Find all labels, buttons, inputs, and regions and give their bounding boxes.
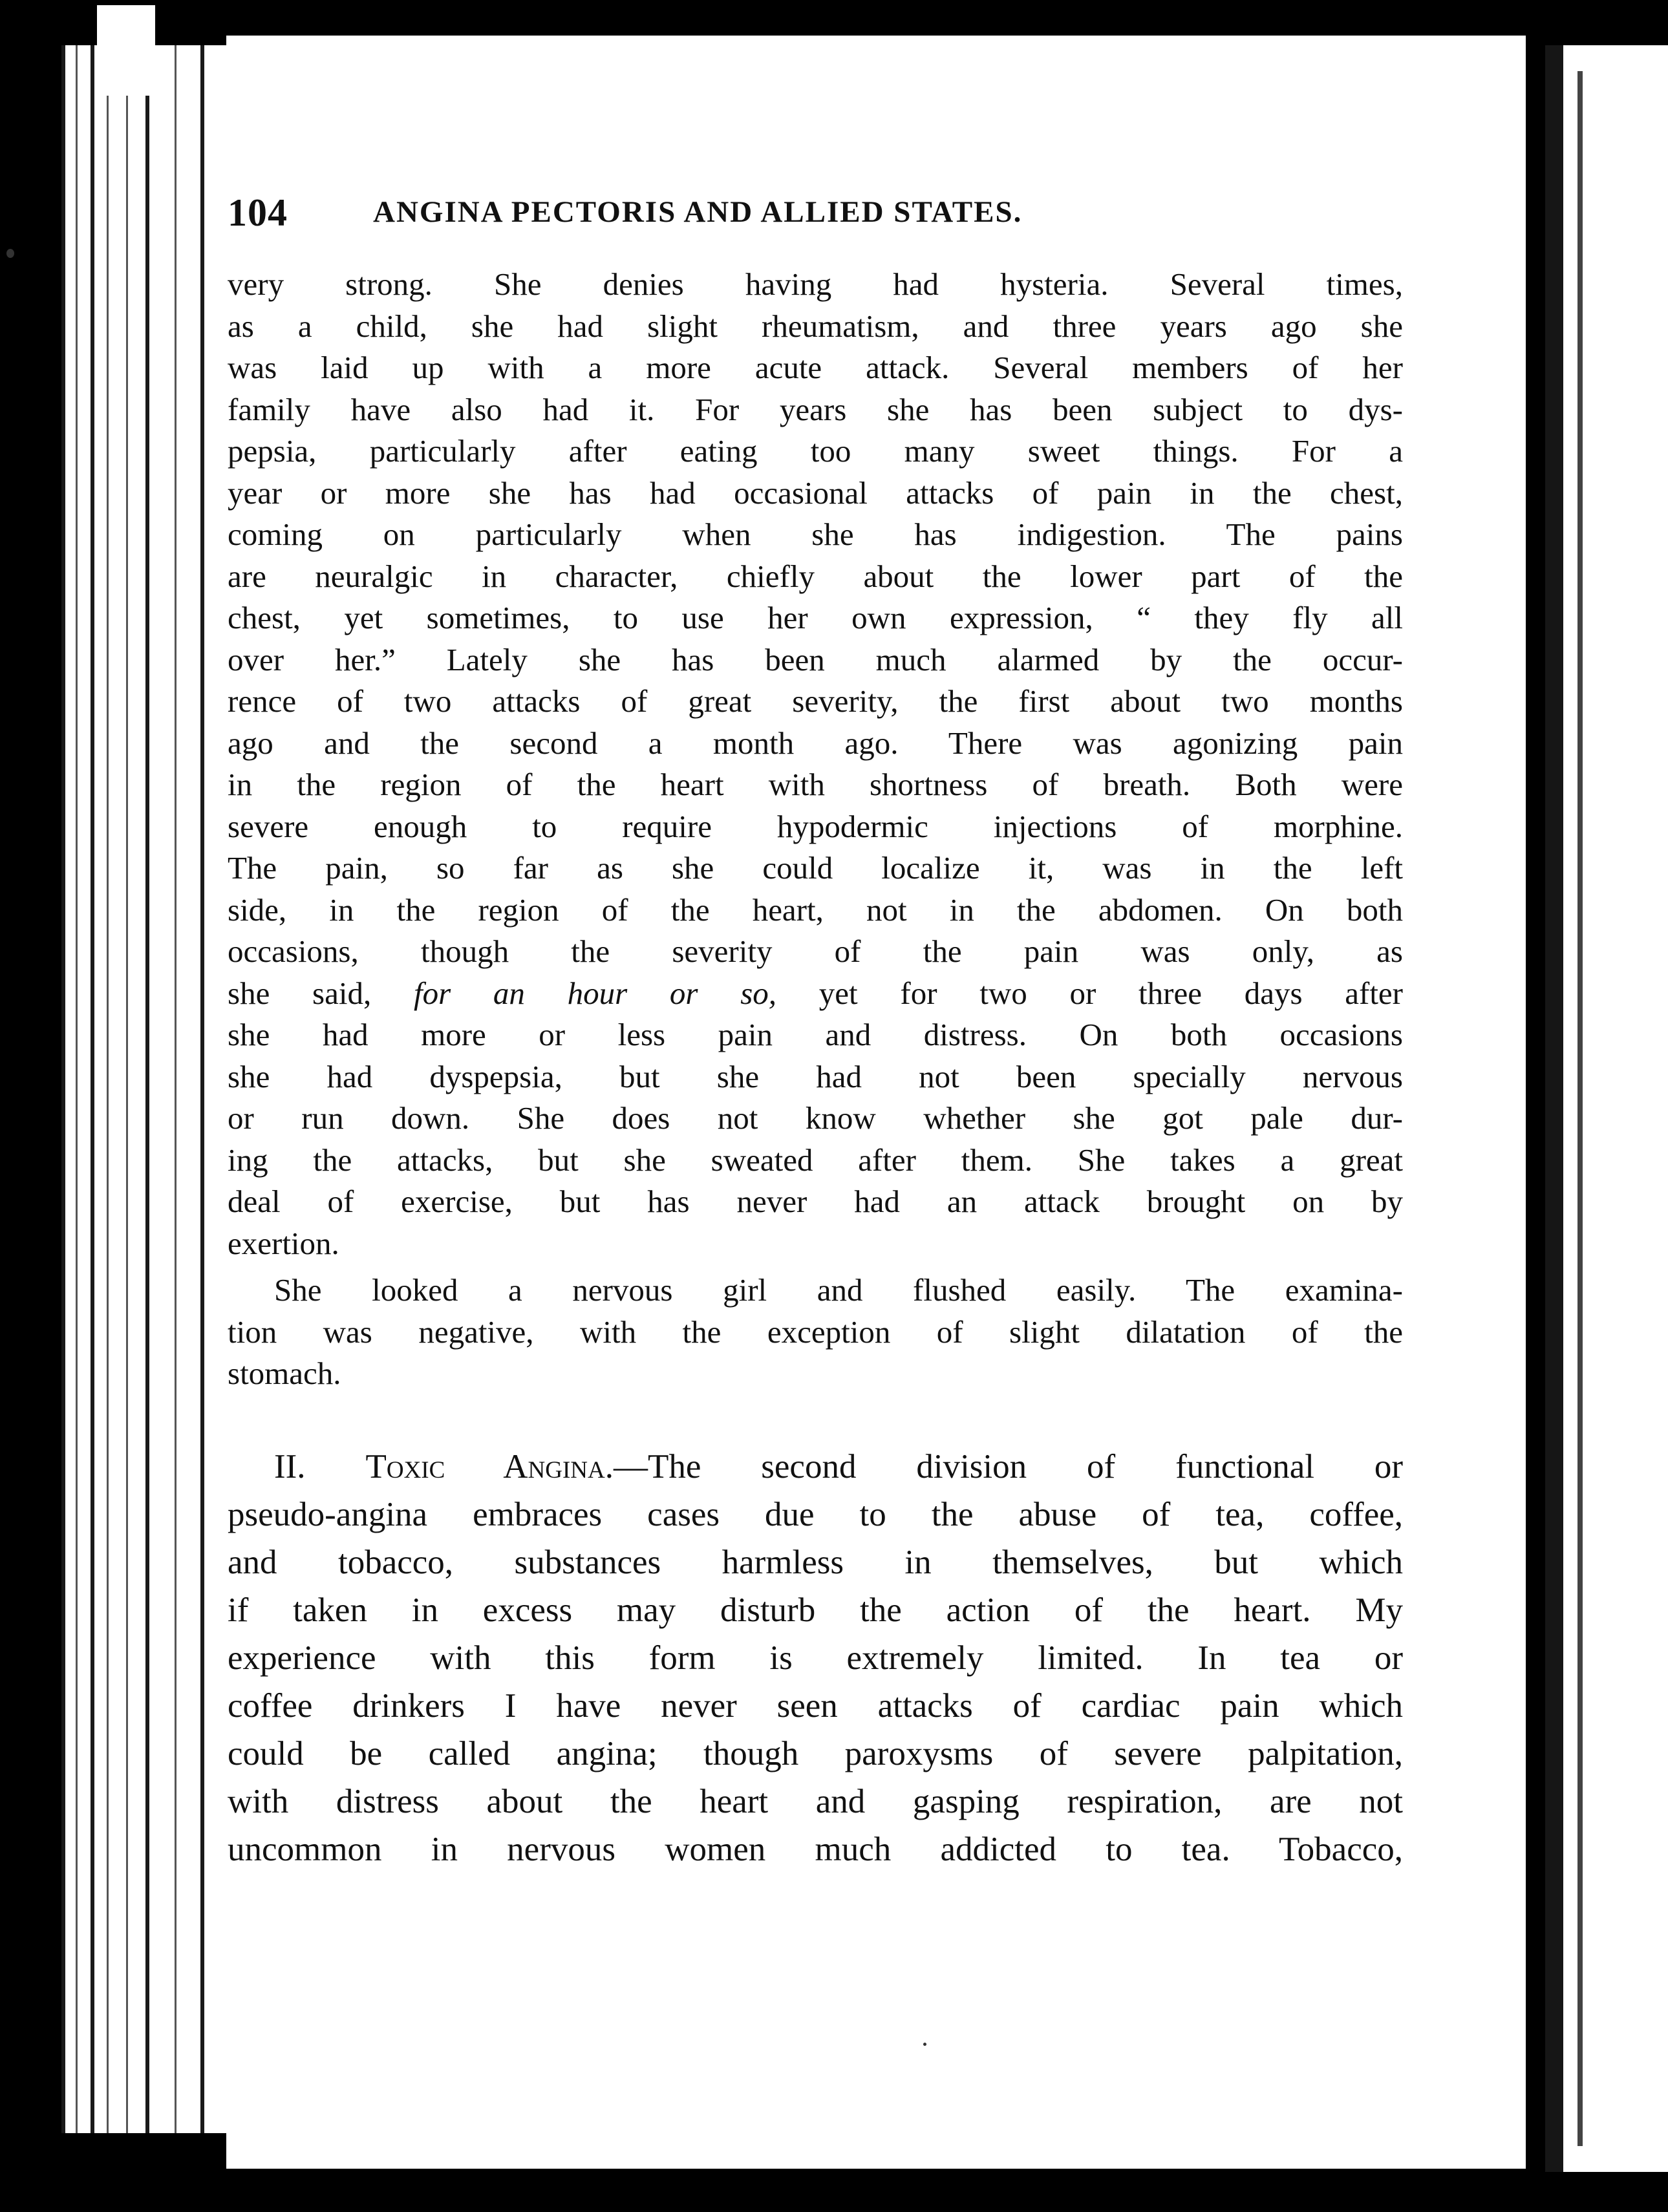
text-line: with distress about the heart and gasping respiration, are not bbox=[228, 1783, 1403, 1820]
text-run: she said, bbox=[228, 975, 414, 1011]
text-line: stomach. bbox=[228, 1356, 341, 1391]
text-line: severe enough to require hypodermic injections of morphine. bbox=[228, 808, 1403, 844]
page-edge-line bbox=[145, 45, 149, 2133]
text-line: experience with this form is extremely limited. In tea or bbox=[228, 1639, 1403, 1677]
page-edge-line bbox=[76, 45, 78, 2133]
text-line: could be called angina; though paroxysms of severe palpitation, bbox=[228, 1735, 1403, 1772]
text-line: ago and the second a month ago. There was agonizing pain bbox=[228, 725, 1403, 761]
text-line: uncommon in nervous women much addicted to tea. Tobacco, bbox=[228, 1831, 1403, 1868]
text-line: and tobacco, substances harmless in themselves, but which bbox=[228, 1544, 1403, 1581]
text-line bbox=[228, 1443, 1403, 1491]
text-line: was laid up with a more acute attack. Several members of her bbox=[228, 350, 1403, 385]
running-title: ANGINA PECTORIS AND ALLIED STATES. bbox=[373, 195, 1023, 229]
page-header bbox=[228, 191, 1262, 242]
text-line: over her.” Lately she has been much alarmed by the occur- bbox=[228, 641, 1403, 677]
page-edge-line bbox=[91, 45, 94, 2133]
text-line: if taken in excess may disturb the action of the heart. My bbox=[228, 1591, 1403, 1629]
binding-edge bbox=[1545, 45, 1668, 2172]
text-line: as a child, she had slight rheumatism, and three years ago she bbox=[228, 308, 1403, 344]
text-line: are neuralgic in character, chiefly about the lower part of the bbox=[228, 558, 1403, 594]
text-line: pseudo-angina embraces cases due to the abuse of tea, coffee, bbox=[228, 1496, 1403, 1533]
text-line: very strong. She denies having had hysteria. Several times, bbox=[228, 266, 1403, 302]
text-line-rest: —The second division of functional or bbox=[613, 1448, 1404, 1485]
text-line: occasions, though the severity of the pain was only, as bbox=[228, 933, 1403, 969]
text-line: ing the attacks, but she sweated after them. She takes a great bbox=[228, 1142, 1403, 1178]
text-line: she had more or less pain and distress. On both occasions bbox=[228, 1017, 1403, 1052]
scan-speck bbox=[923, 2043, 926, 2046]
page-edge-line bbox=[200, 45, 204, 2133]
page-edge-line bbox=[126, 45, 128, 2133]
section-heading: Toxic Angina. bbox=[365, 1448, 614, 1485]
page-edges bbox=[61, 45, 226, 2133]
text-line bbox=[228, 973, 1403, 1015]
text-line: year or more she has had occasional attacks of pain in the chest, bbox=[228, 474, 1403, 511]
text-line: in the region of the heart with shortness of breath. Both were bbox=[228, 767, 1403, 802]
text-line: coffee drinkers I have never seen attacks of cardiac pain which bbox=[228, 1687, 1403, 1725]
italic-text: for an hour or so, bbox=[413, 975, 777, 1011]
spine-notch bbox=[97, 5, 155, 96]
text-line: exertion. bbox=[228, 1225, 339, 1261]
paragraph-toxic-angina bbox=[228, 1443, 1403, 1873]
page-edge-line bbox=[61, 45, 65, 2133]
binding-line bbox=[1577, 71, 1583, 2146]
page-edge-line bbox=[175, 45, 176, 2133]
text-line: coming on particularly when she has indigestion. The pains bbox=[228, 516, 1403, 552]
text-line: pepsia, particularly after eating too many sweet things. For a bbox=[228, 433, 1403, 469]
text-run: yet for two or three days after bbox=[776, 975, 1403, 1011]
text-line: The pain, so far as she could localize it, was in the left bbox=[228, 850, 1403, 886]
text-line: she had dyspepsia, but she had not been specially nervous bbox=[228, 1058, 1403, 1094]
section-numeral: II. bbox=[274, 1448, 306, 1485]
text-line: She looked a nervous girl and flushed easily. The examina- bbox=[274, 1272, 1403, 1308]
text-line: or run down. She does not know whether she got pale dur- bbox=[228, 1100, 1403, 1136]
page-edge-line bbox=[107, 45, 109, 2133]
text-line: tion was negative, with the exception of slight dilatation of the bbox=[228, 1313, 1403, 1350]
binding-shadow bbox=[1545, 45, 1563, 2172]
text-line: deal of exercise, but has never had an attack brought on by bbox=[228, 1184, 1403, 1219]
paragraph-examination bbox=[228, 1270, 1403, 1395]
text-line: chest, yet sometimes, to use her own expression, “ they fly all bbox=[228, 600, 1403, 635]
text-line: rence of two attacks of great severity, the first about two months bbox=[228, 683, 1403, 719]
paragraph-case-history bbox=[228, 264, 1403, 1264]
text-line: family have also had it. For years she has been subject to dys- bbox=[228, 391, 1403, 427]
text-line: side, in the region of the heart, not in the abdomen. On both bbox=[228, 891, 1403, 928]
page-number: 104 bbox=[228, 191, 288, 234]
scan-speck bbox=[6, 249, 14, 258]
